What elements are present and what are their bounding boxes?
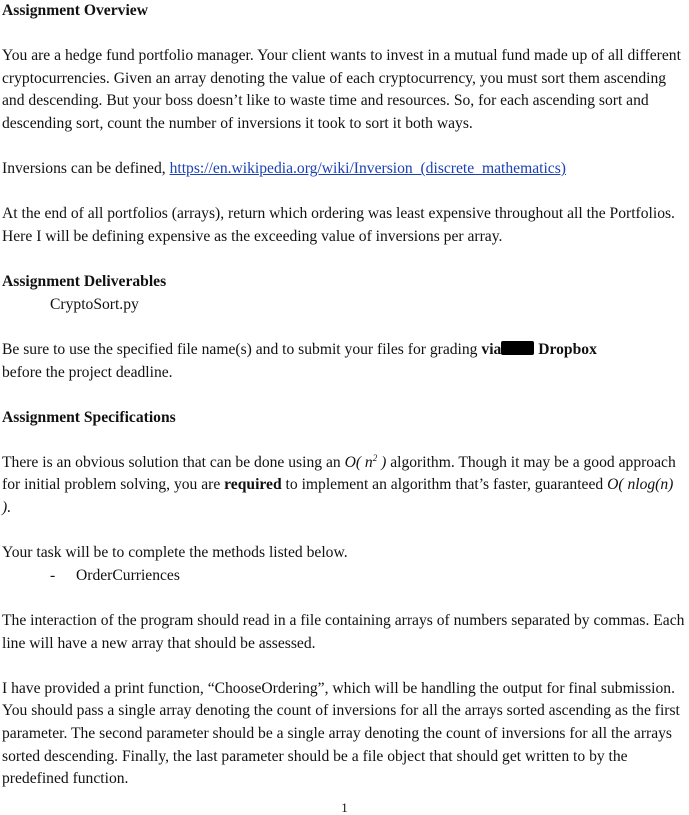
complexity-paragraph — [2, 452, 686, 520]
overview-paragraph: You are a hedge fund portfolio manager. Your client wants to invest in a mutual fund made up of all different cryptocurrencies. Given an array denoting the value of each cryptocurrency, you must sort them ascending and descending. But your boss doesn’t like to waste time and resources. So, for each ascending sort and descending sort, count the number of inversions it took to sort it both ways. — [2, 47, 681, 132]
submission-via: via — [481, 340, 502, 358]
document-page — [2, 0, 686, 791]
submission-dropbox: Dropbox — [534, 340, 597, 358]
inversions-prefix: Inversions can be defined, — [2, 160, 170, 178]
submission-note — [2, 339, 686, 384]
method-name: OrderCurriences — [76, 566, 180, 584]
print-function-paragraph: I have provided a print function, “ChooseOrdering”, which will be handling the output for final submission. You should pass a single array denoting the count of inversions for all the arrays sorted ascending as the first parameter. The second parameter should be a single array denoting the count of inversions for all the arrays sorted descending. Finally, the last parameter should be a file object that should get written to by the predefined function. — [2, 679, 680, 788]
deliverable-file: CryptoSort.py — [50, 295, 139, 313]
overview-heading: Assignment Overview — [2, 2, 148, 19]
method-list-item — [2, 565, 686, 588]
list-dash: - — [50, 566, 56, 584]
page-number: 1 — [341, 800, 348, 815]
specifications-heading: Assignment Specifications — [2, 408, 176, 426]
complexity-text-c: to implement an algorithm that’s faster, guaranteed — [281, 476, 608, 494]
complexity-text-a: There is an obvious solution that can be done using an — [2, 453, 345, 471]
redaction-mark — [501, 341, 534, 355]
deliverables-heading: Assignment Deliverables — [2, 273, 167, 291]
task-paragraph: Your task will be to complete the methods listed below. — [2, 544, 348, 562]
required-word: required — [224, 476, 282, 494]
inversions-link[interactable]: https://en.wikipedia.org/wiki/Inversion_(discrete_mathematics) — [169, 160, 566, 178]
inversions-paragraph — [2, 158, 686, 181]
submission-note-prefix: Be sure to use the specified file name(s) and to submit your files for grading — [2, 340, 482, 358]
complexity-exponent: 2 — [372, 452, 378, 463]
complexity-nlogn: O( nlog(n) ). — [2, 476, 674, 517]
interaction-paragraph: The interaction of the program should read in a file containing arrays of numbers separated by commas. Each line will have a new array that should be assessed. — [2, 612, 685, 652]
complexity-on2 — [345, 454, 387, 471]
complexity-on2-base: O( n — [344, 453, 373, 471]
submission-note-suffix: before the project deadline. — [2, 363, 173, 381]
expense-paragraph: At the end of all portfolios (arrays), return which ordering was least expensive throughout all the Portfolios. Here I will be defining expensive as the exceeding value of inversions per array. — [2, 205, 675, 245]
complexity-text-b: algorithm. Though it may be a good approach for initial problem solving, you are — [2, 453, 676, 494]
complexity-on2-close: ) — [377, 453, 387, 471]
